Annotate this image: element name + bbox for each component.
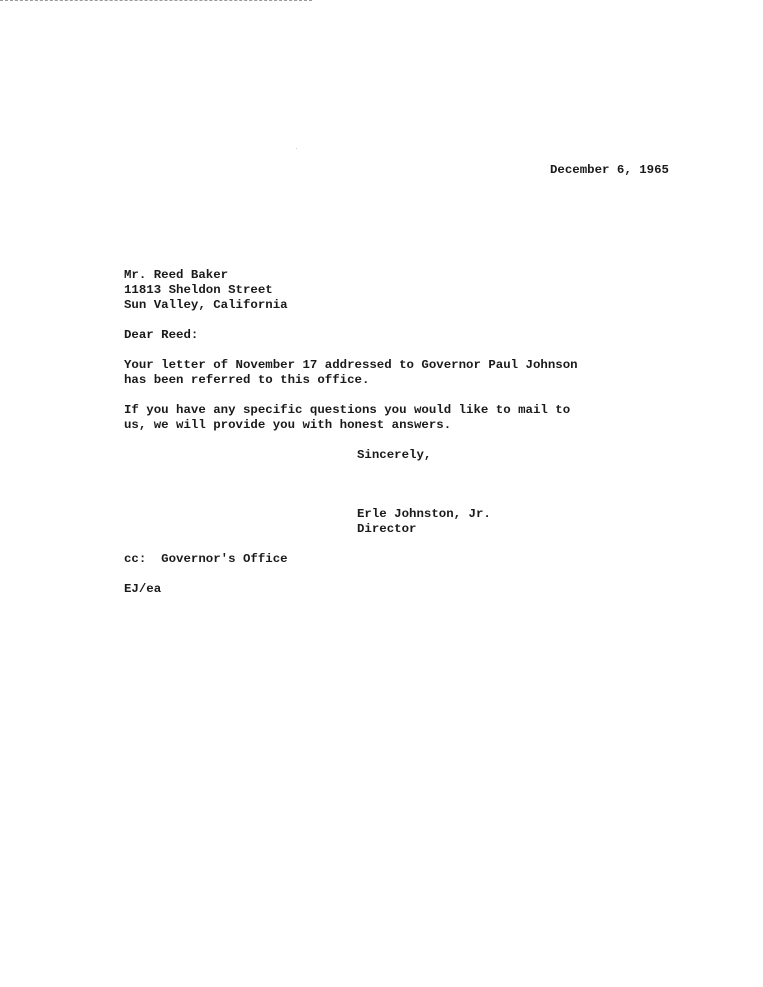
carbon-copy-line: cc: Governor's Office: [124, 552, 288, 566]
body-paragraph-1-line-1: Your letter of November 17 addressed to Governor Paul Johnson: [124, 358, 578, 372]
complimentary-closing: Sincerely,: [357, 448, 432, 462]
body-paragraph-2-line-1: If you have any specific questions you would like to mail to: [124, 403, 571, 417]
signer-name: Erle Johnston, Jr.: [357, 507, 491, 521]
letter-date: December 6, 1965: [550, 163, 669, 177]
salutation: Dear Reed:: [124, 328, 199, 342]
typist-initials: EJ/ea: [124, 582, 162, 596]
page-edge-dashed-line: [0, 0, 312, 1]
recipient-name: Mr. Reed Baker: [124, 268, 229, 282]
paper-speck: [296, 148, 297, 149]
signer-title: Director: [357, 522, 417, 536]
body-paragraph-1-line-2: has been referred to this office.: [124, 373, 370, 387]
body-paragraph-2-line-2: us, we will provide you with honest answers.: [124, 418, 452, 432]
recipient-street: 11813 Sheldon Street: [124, 283, 273, 297]
recipient-city: Sun Valley, California: [124, 298, 288, 312]
